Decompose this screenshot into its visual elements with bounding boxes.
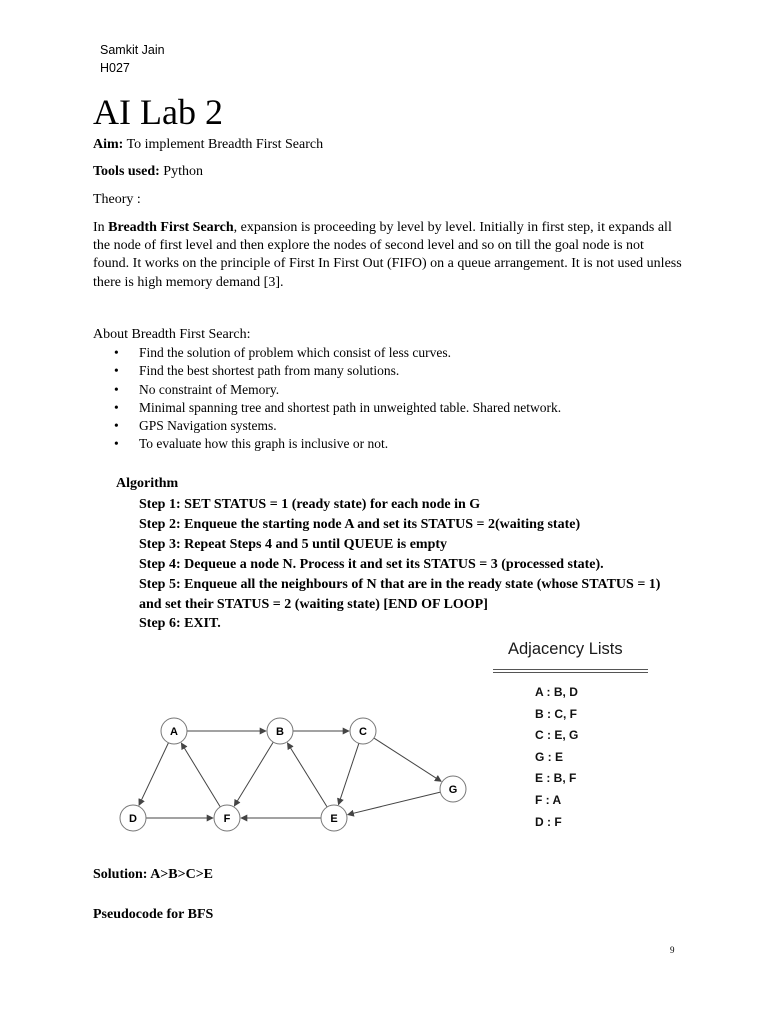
theory-paragraph (93, 219, 683, 292)
adjacency-row: G : E (535, 749, 564, 764)
node-label-B: B (276, 726, 284, 738)
adjacency-row: A : B, D (535, 685, 578, 699)
node-label-A: A (170, 726, 178, 738)
theory-label: Theory : (93, 192, 141, 207)
adjacency-row: D : F (535, 814, 562, 829)
algorithm-steps (139, 495, 674, 634)
algorithm-step: Step 3: Repeat Steps 4 and 5 until QUEUE is empty (139, 536, 448, 552)
edge-E-B (287, 743, 327, 807)
bullet-dot-icon: • (114, 399, 119, 415)
algorithm-step: Step 5: Enqueue all the neighbours of N that are in the ready state (whose STATUS = 1) and set their STATUS = 2 (waiting state) [END OF LOOP] (139, 576, 661, 612)
author-id: H027 (100, 61, 130, 75)
edge-F-A (181, 743, 220, 807)
node-label-C: C (359, 726, 367, 738)
bullet-text: Minimal spanning tree and shortest path in unweighted table. Shared network. (139, 399, 562, 415)
node-label-G: G (448, 784, 458, 796)
bfs-graph-diagram (110, 700, 480, 845)
adjacency-row: C : E, G (535, 728, 579, 743)
bullet-text: Find the best shortest path from many solutions. (139, 363, 400, 379)
solution-line: Solution: A>B>C>E (93, 867, 214, 882)
edge-C-E (338, 743, 358, 804)
algorithm-step: Step 4: Dequeue a node N. Process it and set its STATUS = 3 (processed state). (139, 556, 604, 572)
theory-body: , expansion is proceeding by level by level. Initially in first step, it expands all the node of first level and then explore the nodes of second level and so on till the goal node is not found. It works on the principle of First In First Out (FIFO) on a queue arrangement. It is not used unless there is high memory demand [3]. (93, 220, 682, 290)
bullet-dot-icon: • (114, 418, 119, 434)
author-name: Samkit Jain (100, 43, 165, 57)
bullet-item (93, 381, 693, 399)
node-label-F: F (223, 813, 231, 825)
bullet-dot-icon: • (114, 363, 119, 379)
graph-edges (139, 731, 441, 818)
aim-line (93, 136, 323, 154)
node-label-E: E (330, 813, 338, 825)
adjacency-row: E : B, F (535, 771, 577, 786)
tools-label: Tools used: (93, 164, 160, 179)
tools-line (93, 163, 203, 181)
bullet-dot-icon: • (114, 345, 119, 360)
edge-G-E (348, 792, 441, 815)
pseudocode-heading: Pseudocode for BFS (93, 907, 214, 922)
adjacency-row: F : A (535, 792, 562, 807)
algorithm-heading: Algorithm (116, 476, 179, 491)
algorithm-step: Step 6: EXIT. (139, 616, 221, 632)
bullet-text: Find the solution of problem which consist of less curves. (139, 345, 451, 360)
graph-nodes (120, 718, 466, 831)
adjacency-rule-top (493, 669, 648, 670)
bullet-item (93, 344, 693, 362)
bullet-item (93, 417, 693, 435)
bullet-dot-icon: • (114, 381, 119, 397)
edge-A-D (139, 743, 168, 806)
about-bullet-list (93, 344, 693, 454)
bullet-text: No constraint of Memory. (139, 381, 280, 397)
node-label-D: D (129, 813, 137, 825)
adjacency-title: Adjacency Lists (508, 640, 623, 658)
adjacency-rule-bottom (493, 672, 648, 673)
algorithm-step: Step 1: SET STATUS = 1 (ready state) for each node in G (139, 497, 481, 512)
edge-B-F (234, 742, 273, 806)
algorithm-step: Step 2: Enqueue the starting node A and set its STATUS = 2(waiting state) (139, 516, 581, 532)
bullet-item (93, 435, 693, 453)
bullet-item (93, 362, 693, 380)
about-label: About Breadth First Search: (93, 327, 251, 342)
theory-intro: In (93, 220, 109, 235)
adjacency-row: B : C, F (535, 706, 577, 721)
aim-label: Aim: (93, 137, 124, 152)
bullet-item (93, 399, 693, 417)
edge-C-G (374, 738, 441, 781)
adjacency-list (535, 682, 653, 833)
adjacency-lists (493, 640, 653, 833)
bullet-text: To evaluate how this graph is inclusive or not. (139, 436, 389, 452)
page-title: AI Lab 2 (93, 92, 223, 132)
bullet-text: GPS Navigation systems. (139, 418, 277, 434)
bullet-dot-icon: • (114, 436, 119, 452)
theory-term: Breadth First Search (108, 220, 234, 235)
aim-text: To implement Breadth First Search (123, 137, 324, 152)
page-mark: 9 (670, 945, 675, 955)
tools-text: Python (159, 164, 203, 179)
